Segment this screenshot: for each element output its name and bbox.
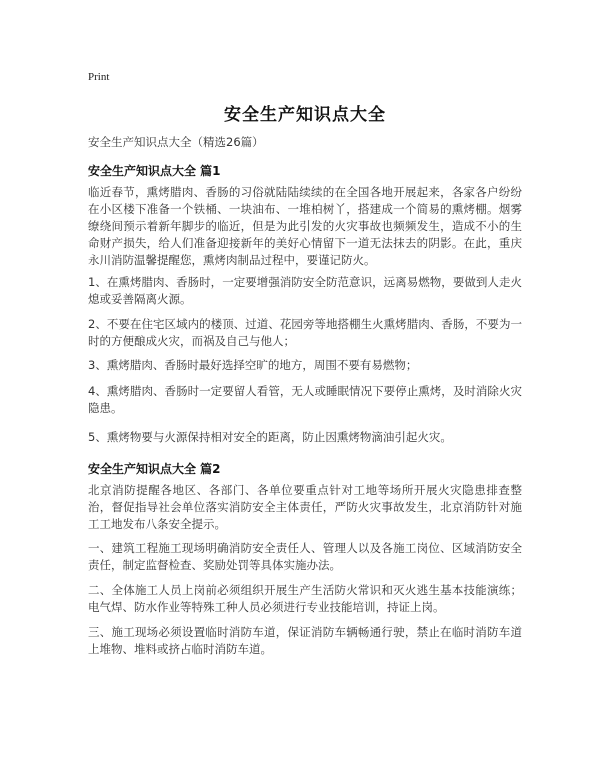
paragraph: 一、建筑工程施工现场明确消防安全责任人、管理人以及各施工岗位、区域消防安全责任，制定监督检查、奖励处罚等具体实施办法。: [88, 541, 522, 572]
document-title: 安全生产知识点大全: [224, 105, 386, 125]
paragraph: 4、熏烤腊肉、香肠时一定要留人看管，无人或睡眠情况下要停止熏烤，及时消除火灾隐患。: [88, 384, 522, 415]
paragraph: 三、施工现场必须设置临时消防车道，保证消防车辆畅通行驶，禁止在临时消防车道上堆物、堆料或挤占临时消防车道。: [88, 625, 522, 656]
paragraph: 2、不要在住宅区域内的楼顶、过道、花园旁等地搭棚生火熏烤腊肉、香肠，不要为一时的方便酿成火灾，而祸及自己与他人；: [88, 317, 522, 348]
paragraph: 1、在熏烤腊肉、香肠时，一定要增强消防安全防范意识，远离易燃物，要做到人走火熄或妥善隔离火源。: [88, 275, 522, 306]
paragraph: 临近春节，熏烤腊肉、香肠的习俗就陆陆续续的在全国各地开展起来，各家各户纷纷在小区楼下准备一个铁桶、一块油布、一堆柏树丫，搭建成一个简易的熏烤棚。烟雾缭绕间预示着新年脚步的临近，但是为此引发的火灾事故也频频发生，造成不小的生命财产损失，给人们准备迎接新年的美好心情留下一道无法抹去的阴影。在此，重庆永川消防温馨提醒您，熏烤肉制品过程中，要谨记防火。: [88, 185, 522, 267]
paragraph: 3、熏烤腊肉、香肠时最好选择空旷的地方，周围不要有易燃物；: [88, 358, 418, 372]
paragraph: 5、熏烤物要与火源保持相对安全的距离，防止因熏烤物滴油引起火灾。: [88, 430, 452, 444]
print-link[interactable]: Print: [88, 71, 110, 83]
paragraph: 二、全体施工人员上岗前必须组织开展生产生活防火常识和灭火逃生基本技能演练；电气焊、防水作业等特殊工种人员必须进行专业技能培训，持证上岗。: [88, 583, 522, 614]
document-subtitle: 安全生产知识点大全（精选26篇）: [88, 135, 264, 149]
paragraph: 北京消防提醒各地区、各部门、各单位要重点针对工地等场所开展火灾隐患排查整治，督促指导社会单位落实消防安全主体责任，严防火灾事故发生，北京消防针对施工工地发布八条安全提示。: [88, 483, 522, 531]
section-heading-2: 安全生产知识点大全 篇2: [88, 462, 221, 476]
section-heading-1: 安全生产知识点大全 篇1: [88, 164, 221, 178]
